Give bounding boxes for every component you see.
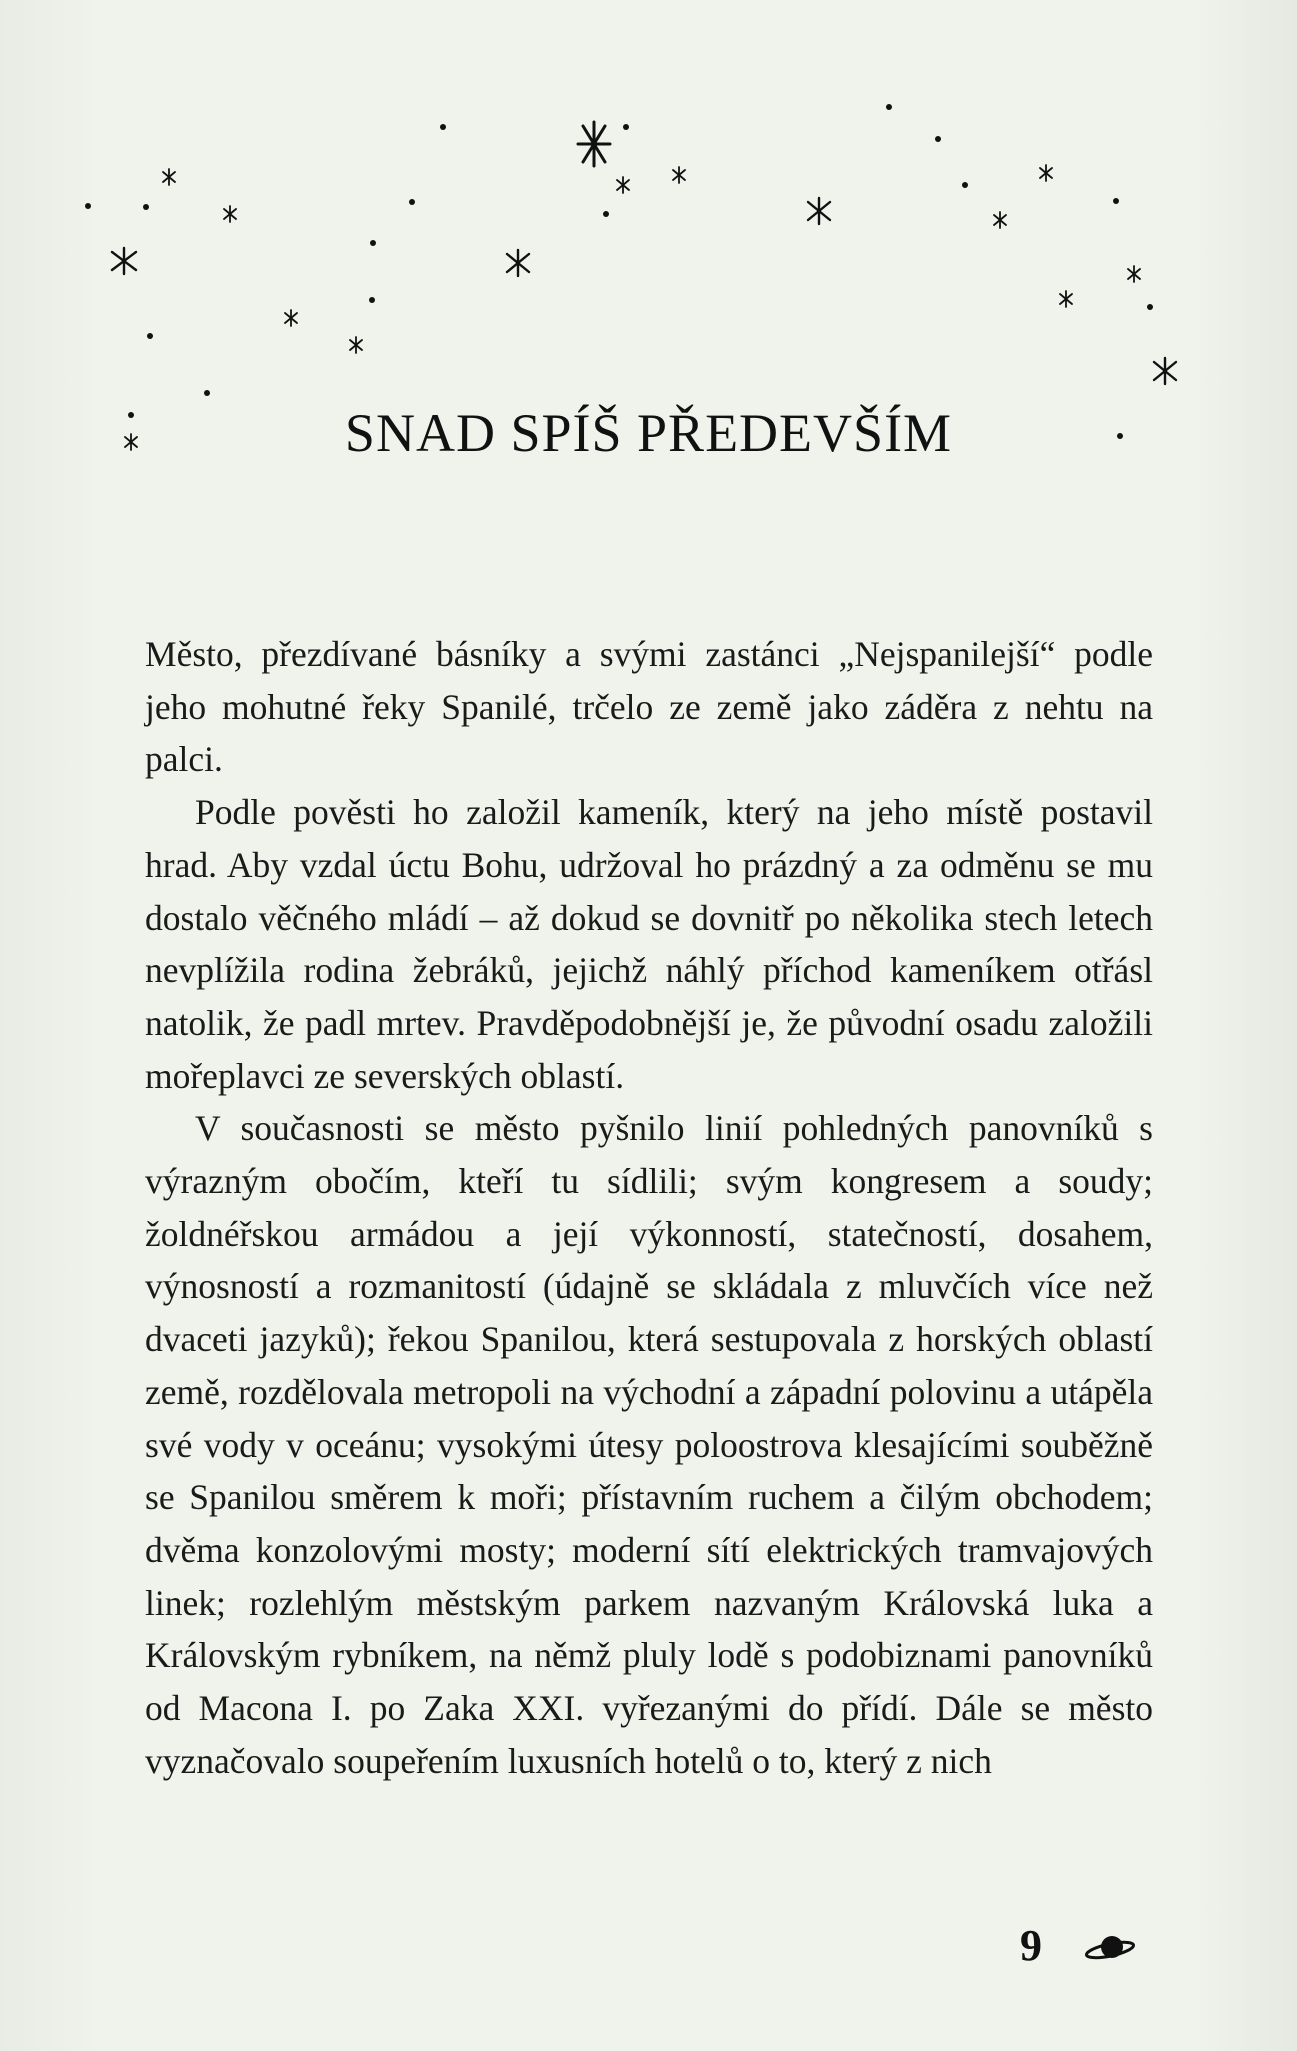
chapter-title: SNAD SPÍŠ PŘEDEVŠÍM [344,403,953,463]
paragraph: V současnosti se město pyšnilo linií pohledných panovníků s výrazným obočím, kteří tu sídlili; svým kongresem a soudy; žoldnéřskou armádou a její výkonností, statečností, dosahem, výnosností a rozmanitostí (údajně se skládala z mluvčích více než dvaceti jazyků); řekou Spanilou, která sestupovala z horských oblastí země, rozdělovala metropoli na východní a západní polovinu a utápěla své vody v oceánu; vysokými útesy poloostrova klesajícími souběžně se Spanilou směrem k moři; přístavním ruchem a čilým obchodem; dvěma konzolovými mosty; moderní sítí elektrických tramvajových linek; rozlehlým městským parkem nazvaným Královská luka a Královským rybníkem, na němž pluly lodě s podobiznami panovníků od Macona I. po Zaka XXI. vyřezanými do přídí. Dále se město vyznačovalo soupeřením luxusních hotelů o to, který z nich [145,1108,1153,1781]
star-icon [1154,358,1176,384]
paragraph: Město, přezdívané básníky a svými zastánci „Nejspanilejší“ podle jeho mohutné řeky Spanilé, trčelo ze země jako záděra z nehtu na palci. [145,634,1153,780]
chapter-body [145,628,1153,1787]
star-icon [507,250,529,276]
star-icon [112,248,136,274]
planet-icon [1082,1928,1138,1968]
star-burst-icon [578,122,610,166]
paragraph: Podle pověsti ho založil kameník, který na jeho místě postavil hrad. Aby vzdal úctu Bohu, udržoval ho prázdný a za odměnu se mu dostalo věčného mládí – až dokud se dovnitř po několika stech letech nevplížila rodina žebráků, jejichž náhlý příchod kameníkem otřásl natolik, že padl mrtev. Pravděpodobnější je, že původní osadu založili mořeplavci ze severských oblastí. [145,792,1153,1096]
star-icon [808,198,830,224]
page-number: 9 [1020,1921,1042,1970]
